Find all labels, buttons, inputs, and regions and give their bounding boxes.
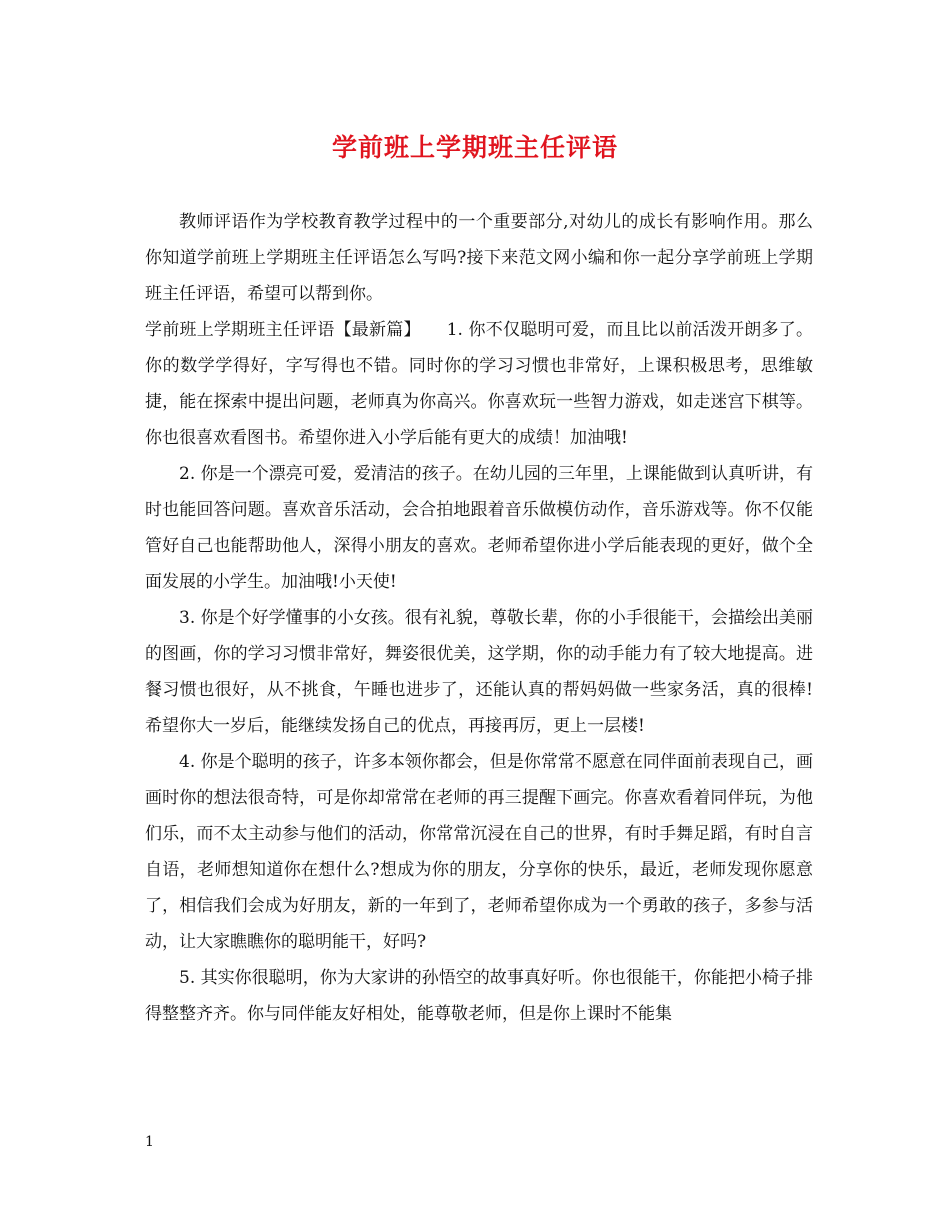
comment-paragraph-1: 学前班上学期班主任评语【最新篇】 1. 你不仅聪明可爱，而且比以前活泼开朗多了。你的数学学得好，字写得也不错。同时你的学习习惯也非常好，上课积极思考，思维敏捷，能在探索中提出问题，老师真为你高兴。你喜欢玩一些智力游戏，如走迷宫下棋等。你也很喜欢看图书。希望你进入小学后能有更大的成绩！加油哦! (145, 320, 813, 448)
intro-paragraph: 教师评语作为学校教育教学过程中的一个重要部分,对幼儿的成长有影响作用。那么你知道学前班上学期班主任评语怎么写吗?接下来范文网小编和你一起分享学前班上学期班主任评语，希望可以帮到你。 (145, 212, 813, 304)
document-body (145, 204, 813, 1032)
comment-paragraph-2: 2. 你是一个漂亮可爱，爱清洁的孩子。在幼儿园的三年里，上课能做到认真听讲，有时也能回答问题。喜欢音乐活动，会合拍地跟着音乐做模仿动作，音乐游戏等。你不仅能管好自己也能帮助他人，深得小朋友的喜欢。老师希望你进小学后能表现的更好，做个全面发展的小学生。加油哦!小天使! (145, 464, 813, 592)
comment-paragraph-4: 4. 你是个聪明的孩子，许多本领你都会，但是你常常不愿意在同伴面前表现自己，画画时你的想法很奇特，可是你却常常在老师的再三提醒下画完。你喜欢看着同伴玩，为他们乐，而不太主动参与他们的活动，你常常沉浸在自己的世界，有时手舞足蹈，有时自言自语，老师想知道你在想什么?想成为你的朋友，分享你的快乐，最近，老师发现你愿意了，相信我们会成为好朋友，新的一年到了，老师希望你成为一个勇敢的孩子，多参与活动，让大家瞧瞧你的聪明能干，好吗? (145, 752, 813, 952)
comment-paragraph-3: 3. 你是个好学懂事的小女孩。很有礼貌，尊敬长辈，你的小手很能干，会描绘出美丽的图画，你的学习习惯非常好，舞姿很优美，这学期，你的动手能力有了较大地提高。进餐习惯也很好，从不挑食，午睡也进步了，还能认真的帮妈妈做一些家务活，真的很棒!希望你大一岁后，能继续发扬自己的优点，再接再厉，更上一层楼! (145, 608, 813, 736)
page-number: 1 (145, 1134, 154, 1150)
document-title: 学前班上学期班主任评语 (331, 133, 618, 162)
comment-paragraph-5: 5. 其实你很聪明，你为大家讲的孙悟空的故事真好听。你也很能干，你能把小椅子排得整整齐齐。你与同伴能友好相处，能尊敬老师，但是你上课时不能集 (145, 968, 813, 1024)
